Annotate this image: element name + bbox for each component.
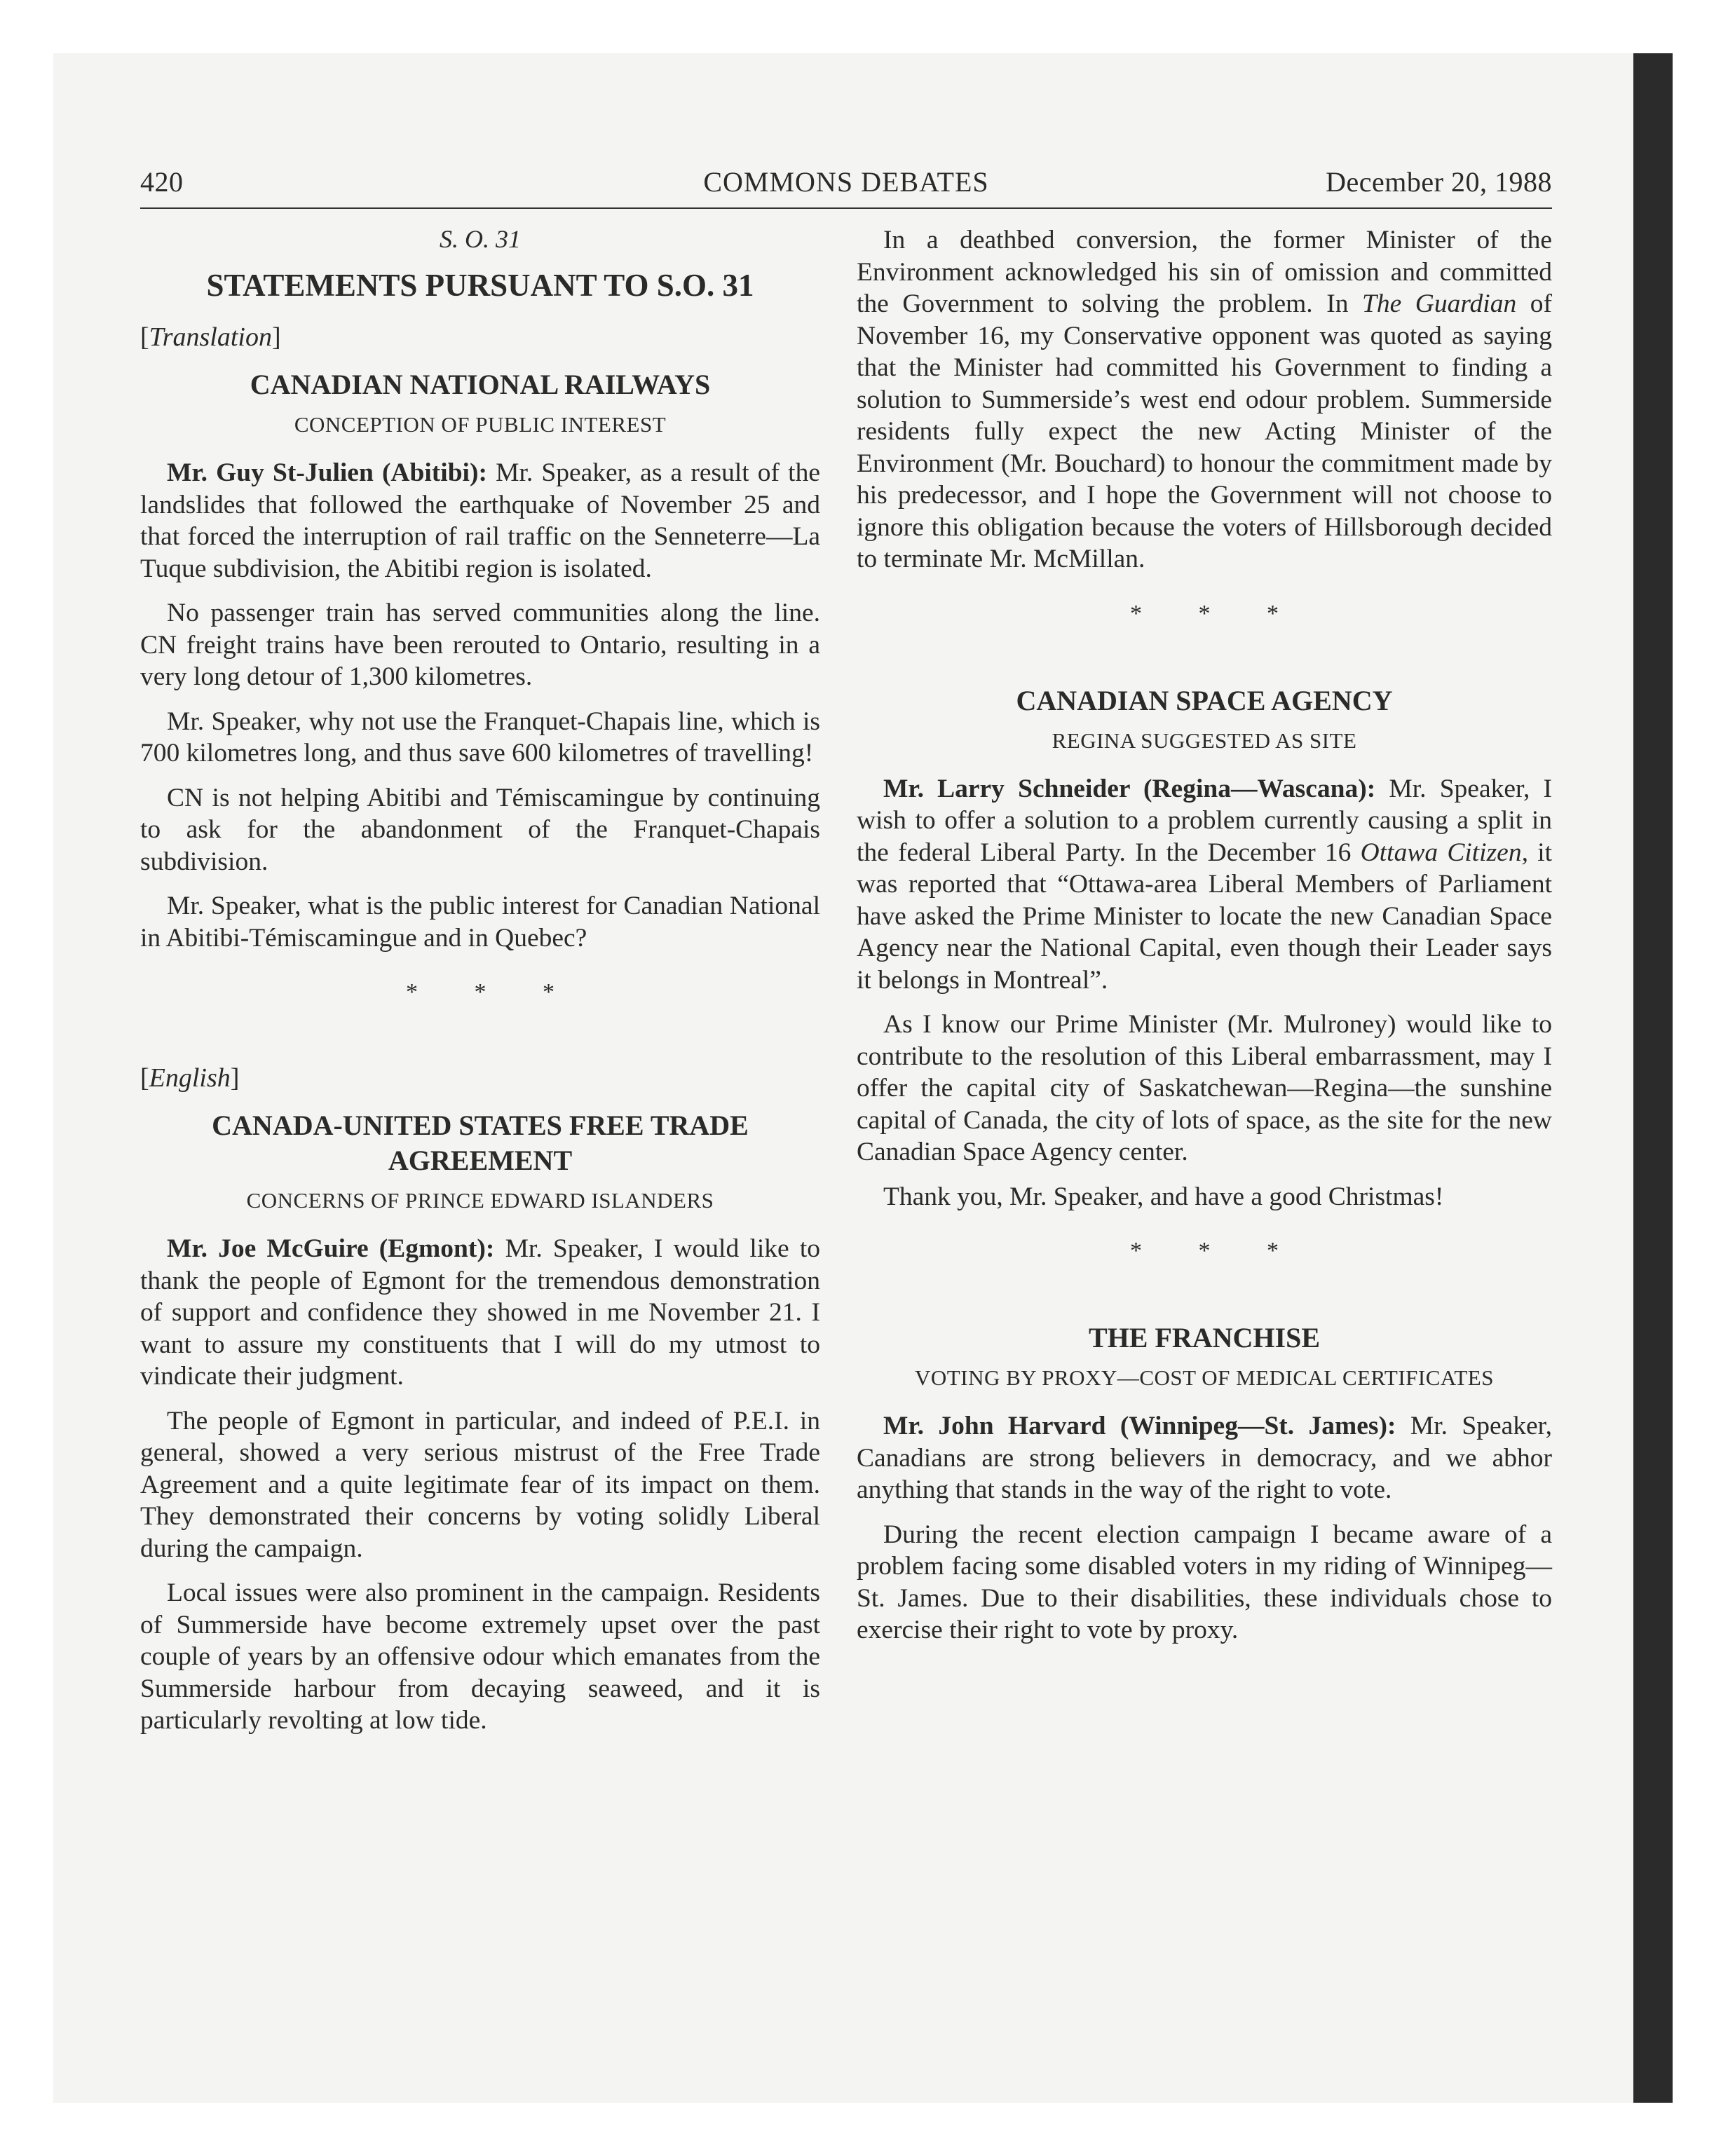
translation-tag: [Translation] bbox=[140, 322, 281, 352]
speaker-name: Mr. Larry Schneider (Regina—Wascana): bbox=[883, 774, 1376, 803]
franchise-paragraph: During the recent election campaign I became aware of a problem facing some disabled voters in my riding of Winnipeg—St. James. Due to their disabilities, these individuals chose to exercise their right to vote by proxy. bbox=[857, 1520, 1552, 1644]
publication-date: December 20, 1988 bbox=[1326, 166, 1552, 198]
speaker-name: Mr. Joe McGuire (Egmont): bbox=[167, 1234, 495, 1263]
space-agency-subtitle: REGINA SUGGESTED AS SITE bbox=[1052, 728, 1357, 753]
left-column bbox=[140, 224, 820, 1749]
cn-railways-paragraph: Mr. Speaker, why not use the Franquet-Chapais line, which is 700 kilometres long, and thus save 600 kilometres of travelling! bbox=[140, 707, 820, 767]
speaker-name: Mr. John Harvard (Winnipeg—St. James): bbox=[883, 1412, 1396, 1440]
section-separator: * * * bbox=[1130, 600, 1304, 627]
standing-order-label: S. O. 31 bbox=[440, 225, 521, 253]
page-number: 420 bbox=[140, 166, 184, 198]
free-trade-paragraph: Local issues were also prominent in the campaign. Residents of Summerside have become extremely upset over the past couple of years by an offensive odour which emanates from the Summerside harbour from decaying seaweed, and it is particularly revolting at low tide. bbox=[140, 1578, 820, 1735]
space-agency-paragraph: Thank you, Mr. Speaker, and have a good Christmas! bbox=[883, 1182, 1444, 1211]
publication-title: COMMONS DEBATES bbox=[703, 166, 989, 198]
space-agency-paragraph: Mr. Larry Schneider (Regina—Wascana): Mr. Speaker, I wish to offer a solution to a problem currently causing a split in the federal Liberal Party. In the December 16 Ottawa Citizen, it was reported that “Ottawa-area Liberal Members of Parliament have asked the Prime Minister to locate the new Canadian Space Agency near the National Capital, even though their Leader says it belongs in Montreal”. bbox=[857, 774, 1553, 995]
section-title: STATEMENTS PURSUANT TO S.O. 31 bbox=[206, 268, 754, 303]
newspaper-title: The Guardian bbox=[1361, 289, 1517, 318]
cn-railways-paragraph: Mr. Speaker, what is the public interest for Canadian National in Abitibi-Témiscamingue and in Quebec? bbox=[140, 892, 820, 953]
space-agency-paragraph: As I know our Prime Minister (Mr. Mulroney) would like to contribute to the resolution of this Liberal embarrassment, may I offer the capital city of Saskatchewan—Regina—the sunshine capital of Canada, the city of lots of space, as the site for the new Canadian Space Agency center. bbox=[857, 1010, 1552, 1166]
franchise-title: THE FRANCHISE bbox=[1088, 1322, 1321, 1353]
section-separator: * * * bbox=[1130, 1238, 1304, 1264]
english-tag: [English] bbox=[140, 1063, 240, 1093]
scan-edge-shadow bbox=[1633, 53, 1673, 2103]
free-trade-title: CANADA-UNITED STATES FREE TRADE AGREEMENT bbox=[212, 1110, 749, 1176]
free-trade-subtitle: CONCERNS OF PRINCE EDWARD ISLANDERS bbox=[246, 1188, 714, 1213]
franchise-paragraph: Mr. John Harvard (Winnipeg—St. James): Mr. Speaker, Canadians are strong believers in democracy, and we abhor anything that stands in the way of the right to vote. bbox=[857, 1412, 1553, 1504]
cn-railways-paragraph: Mr. Guy St-Julien (Abitibi): Mr. Speaker, as a result of the landslides that followed the earthquake of November 25 and that forced the interruption of rail traffic on the Senneterre—La Tuque subdivision, the Abitibi region is isolated. bbox=[140, 458, 820, 583]
cn-railways-paragraph: No passenger train has served communities along the line. CN freight trains have been rerouted to Ontario, resulting in a very long detour of 1,300 kilometres. bbox=[140, 599, 820, 691]
speaker-name: Mr. Guy St-Julien (Abitibi): bbox=[167, 458, 487, 487]
newspaper-title: Ottawa Citizen, bbox=[1360, 838, 1528, 867]
free-trade-paragraph: The people of Egmont in particular, and indeed of P.E.I. in general, showed a very serious mistrust of the Free Trade Agreement and a quite legitimate fear of its impact on them. They demonstrated their concerns by voting solidly Liberal during the campaign. bbox=[140, 1406, 820, 1563]
cn-railways-paragraph: CN is not helping Abitibi and Témiscamingue by continuing to ask for the abandonment of the Franquet-Chapais subdivision. bbox=[140, 783, 820, 876]
section-separator: * * * bbox=[406, 979, 580, 1005]
space-agency-title: CANADIAN SPACE AGENCY bbox=[1016, 684, 1393, 716]
free-trade-paragraph: Mr. Joe McGuire (Egmont): Mr. Speaker, I would like to thank the people of Egmont for the tremendous demonstration of support and confidence they showed in me November 21. I want to assure my constituents that I will do my utmost to vindicate their judgment. bbox=[140, 1234, 821, 1391]
franchise-subtitle: VOTING BY PROXY—COST OF MEDICAL CERTIFICATES bbox=[915, 1365, 1494, 1390]
free-trade-paragraph-continued: In a deathbed conversion, the former Minister of the Environment acknowledged his sin of omission and committed the Government to solving the problem. In The Guardian of November 16, my Conservative opponent was quoted as saying that the Minister had committed his Government to finding a solution to Summerside’s west end odour problem. Summerside residents fully expect the new Acting Minister of the Environment (Mr. Bouchard) to honour the commitment made by his predecessor, and I hope the Government will not choose to ignore this obligation because the voters of Hillsborough decided to terminate Mr. McMillan. bbox=[857, 226, 1552, 573]
cn-railways-subtitle: CONCEPTION OF PUBLIC INTEREST bbox=[294, 412, 667, 437]
cn-railways-title: CANADIAN NATIONAL RAILWAYS bbox=[250, 369, 711, 400]
right-column bbox=[857, 224, 1552, 1659]
page-header bbox=[140, 165, 1552, 209]
